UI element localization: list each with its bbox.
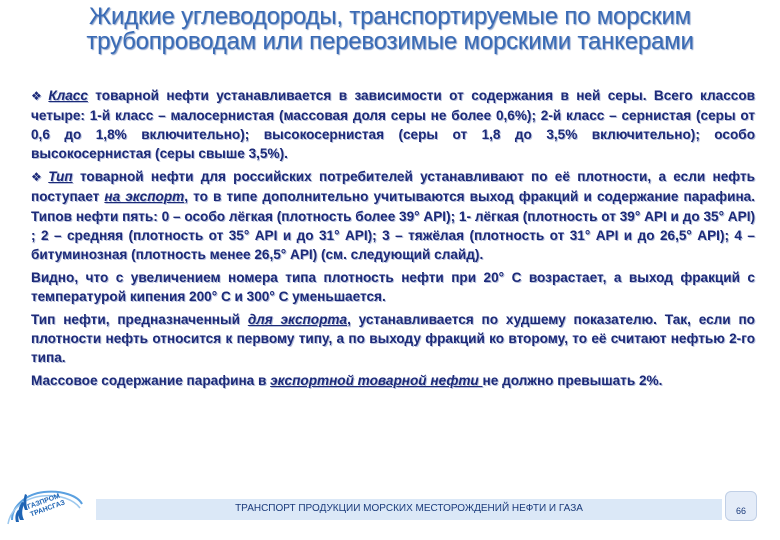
emphasis-export-oil: экспортной товарной нефти: [270, 373, 483, 389]
slide-title: Жидкие углеводороды, транспортируемые по морским трубопроводам или перевозимые морскими танкерами: [86, 3, 694, 55]
logo-text: ГАЗПРОМ ТРАНСГАЗ: [26, 492, 67, 519]
page-number: 66: [735, 506, 746, 516]
paragraph-class-text: товарной нефти устанавливается в зависимости от содержания в ней серы. Всего классов четыре: 1-й класс – малосернистая (массовая доля серы не более 0,6%); 2-й класс – сернистая (серы от 0,6 до 1,8% включительно); высокосернистая (серы от 1,8 до 3,5% включительно); особо высокосернистая (серы свыше 3,5%).: [31, 88, 755, 162]
paragraph-export-type: [31, 310, 755, 367]
paragraph-export-text-1: Тип нефти, предназначенный: [31, 312, 248, 328]
slide-body: [31, 86, 755, 394]
paragraph-paraffin-text-1: Массовое содержание парафина в: [31, 373, 271, 389]
paragraph-type-text-1: товарной нефти для российских потребителей устанавливают по её плотности, а если нефть поступает: [31, 169, 755, 205]
term-type: Тип: [48, 169, 73, 185]
paragraph-paraffin: [31, 371, 755, 390]
footer-title: ТРАНСПОРТ ПРОДУКЦИИ МОРСКИХ МЕСТОРОЖДЕНИЙ НЕФТИ И ГАЗА: [235, 503, 583, 514]
paragraph-class: [31, 86, 755, 163]
paragraph-type-text-2: , то в типе дополнительно учитываются выход фракций и содержание парафина. Типов нефти пять: 0 – особо лёгкая (плотность более 39° API); 1- лёгкая (плотность от 39° API и до 35° API) ; 2 – средняя (плотность от 35° API и до 31° API); 3 – тяжёлая (плотность от 31° API и до 26,5° API); 4 – битуминозная (плотность менее 26,5° API) (см. следующий слайд).: [31, 189, 755, 262]
emphasis-export: на экспорт: [104, 189, 185, 205]
term-class: Класс: [48, 88, 88, 103]
paragraph-density-note: Видно, что с увеличением номера типа плотность нефти при 20° С возрастает, а выход фракций с температурой кипения 200° С и 300° С уменьшается.: [31, 269, 755, 304]
paragraph-type: [31, 167, 755, 263]
paragraph-export-text-2: , устанавливается по худшему показателю. Так, если по плотности нефть относится к первому типу, а по выходу фракций ко второму, то её считают нефтью 2-го типа.: [31, 312, 755, 366]
emphasis-for-export: для экспорта: [247, 312, 348, 328]
diamond-bullet-icon: ❖: [31, 89, 46, 103]
paragraph-paraffin-text-2: не должно превышать 2%.: [482, 373, 663, 389]
diamond-bullet-icon: ❖: [31, 170, 46, 185]
